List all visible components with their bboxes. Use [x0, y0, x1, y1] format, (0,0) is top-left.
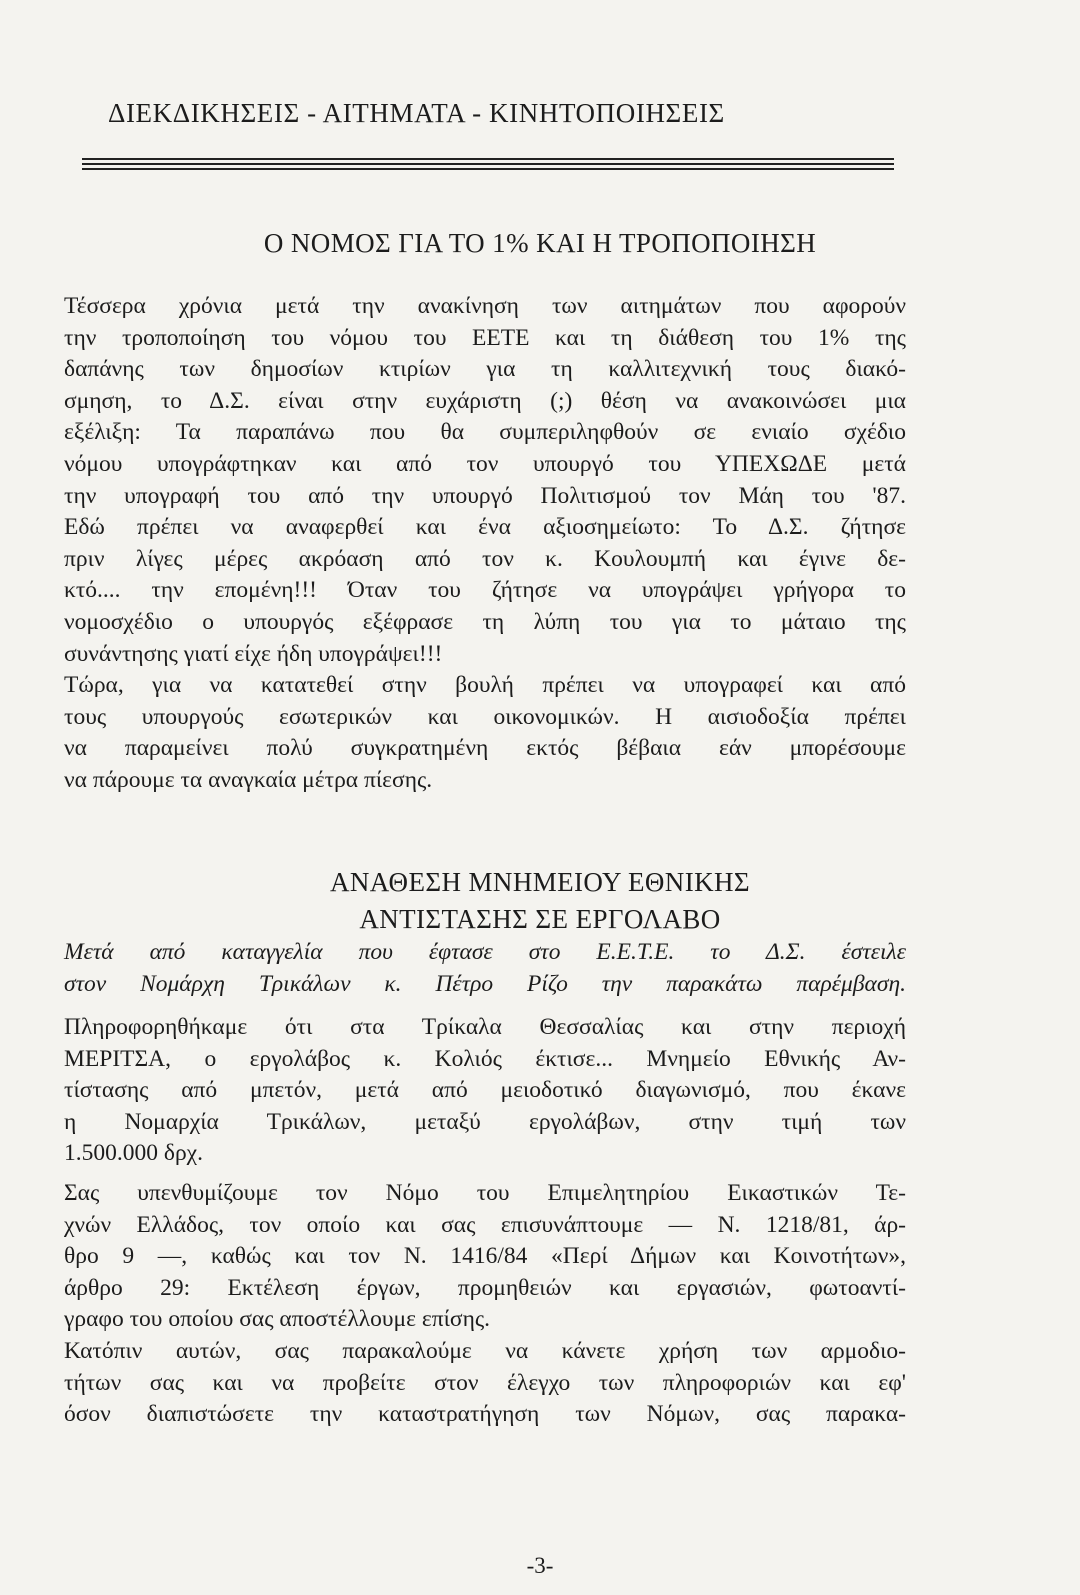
- text-line: Μετά από καταγγελία που έφτασε στο Ε.Ε.Τ.Ε. το Δ.Σ. έστειλε: [64, 939, 906, 965]
- article1-paragraph-2: [64, 670, 906, 796]
- section-header: ΔΙΕΚΔΙΚΗΣΕΙΣ - ΑΙΤΗΜΑΤΑ - ΚΙΝΗΤΟΠΟΙΗΣΕΙΣ: [108, 98, 725, 128]
- text-line: τους υπουργούς εσωτερικών και οικονομικών. Η αισιοδοξία πρέπει: [64, 703, 906, 730]
- text-line: Κατόπιν αυτών, σας παρακαλούμε να κάνετε χρήση των αρμοδιο-: [64, 1338, 906, 1364]
- page-number: -3-: [526, 1553, 554, 1578]
- article2-intro: [64, 937, 906, 1000]
- text-line: Εδώ πρέπει να αναφερθεί και ένα αξιοσημείωτο: Το Δ.Σ. ζήτησε: [64, 514, 906, 541]
- text-line: όσον διαπιστώσετε την καταστρατήγηση των Νόμων, σας παρακα-: [64, 1401, 906, 1428]
- text-line: την τροποποίηση του νόμου του ΕΕΤΕ και τη διάθεση του 1% της: [64, 324, 906, 351]
- article-title-2-line-1: ΑΝΑΘΕΣΗ ΜΝΗΜΕΙΟΥ ΕΘΝΙΚΗΣ: [329, 867, 751, 897]
- text-line: την υπογραφή του από την υπουργό Πολιτισμού τον Μάη του '87.: [64, 482, 906, 509]
- text-line: να παραμείνει πολύ συγκρατημένη εκτός βέβαια εάν μπορέσουμε: [64, 735, 906, 762]
- text-line: συνάντησης γιατί είχε ήδη υπογράψει!!!: [64, 640, 443, 667]
- rule-line: [82, 168, 894, 170]
- text-line: εξέλιξη: Τα παραπάνω που θα συμπεριληφθούν σε ενιαίο σχέδιο: [64, 419, 906, 446]
- text-line: ΜΕΡΙΤΣΑ, ο εργολάβος κ. Κολιός έκτισε... Μνημείο Εθνικής Αν-: [64, 1045, 906, 1072]
- text-line: γραφο του οποίου σας αποστέλλουμε επίσης.: [64, 1306, 491, 1333]
- text-line: Τώρα, για να κατατεθεί στην βουλή πρέπει να υπογραφεί και από: [64, 672, 906, 698]
- text-line: πριν λίγες μέρες ακρόαση από τον κ. Κουλουμπή και έγινε δε-: [64, 545, 906, 572]
- text-line: τίστασης από μπετόν, μετά από μειοδοτικό διαγωνισμό, που έκανε: [64, 1077, 906, 1104]
- article2-paragraph-1: [64, 1012, 906, 1170]
- text-line: χνών Ελλάδος, τον οποίο και σας επισυνάπτουμε — Ν. 1218/81, άρ-: [64, 1211, 906, 1238]
- rule-line: [82, 163, 894, 165]
- text-line: να πάρουμε τα αναγκαία μέτρα πίεσης.: [64, 766, 433, 793]
- header-rule: [82, 158, 894, 173]
- article2-paragraph-2: [64, 1178, 906, 1336]
- text-line: Τέσσερα χρόνια μετά την ανακίνηση των αιτημάτων που αφορούν: [64, 293, 906, 319]
- article-title-2-line-2: ΑΝΤΙΣΤΑΣΗΣ ΣΕ ΕΡΓΟΛΑΒΟ: [359, 904, 721, 934]
- text-line: τήτων σας και να προβείτε στον έλεγχο των πληροφοριών και εφ': [64, 1369, 906, 1396]
- text-line: θρο 9 —, καθώς και τον Ν. 1416/84 «Περί Δήμων και Κοινοτήτων»,: [64, 1243, 906, 1270]
- text-line: άρθρο 29: Εκτέλεση έργων, προμηθειών και εργασιών, φωτοαντί-: [64, 1274, 906, 1301]
- text-line: κτό.... την επομένη!!! Όταν του ζήτησε να υπογράψει γρήγορα το: [64, 577, 906, 604]
- article1-paragraph-1: [64, 291, 906, 670]
- rule-line: [82, 158, 894, 160]
- text-line: η Νομαρχία Τρικάλων, μεταξύ εργολάβων, στην τιμή των: [64, 1108, 906, 1135]
- text-line: σμηση, το Δ.Σ. είναι στην ευχάριστη (;) θέση να ανακοινώσει μια: [64, 387, 906, 414]
- text-line: Πληροφορηθήκαμε ότι στα Τρίκαλα Θεσσαλίας και στην περιοχή: [64, 1014, 906, 1040]
- text-line: νομοσχέδιο ο υπουργός εξέφρασε τη λύπη του για το μάταιο της: [64, 608, 906, 635]
- article-title-1: Ο ΝΟΜΟΣ ΓΙΑ ΤΟ 1% ΚΑΙ Η ΤΡΟΠΟΠΟΙΗΣΗ: [263, 228, 817, 258]
- text-line: στον Νομάρχη Τρικάλων κ. Πέτρο Ρίζο την παρακάτω παρέμβαση.: [64, 970, 906, 997]
- text-line: Σας υπενθυμίζουμε τον Νόμο του Επιμελητηρίου Εικαστικών Τε-: [64, 1180, 906, 1206]
- text-line: 1.500.000 δρχ.: [64, 1140, 203, 1167]
- text-line: δαπάνης των δημοσίων κτιρίων για τη καλλιτεχνική τους διακό-: [64, 356, 906, 383]
- article2-paragraph-3: [64, 1336, 906, 1431]
- article-title-2: [0, 864, 1080, 938]
- text-line: νόμου υπογράφτηκαν και από τον υπουργό του ΥΠΕΧΩΔΕ μετά: [64, 450, 906, 477]
